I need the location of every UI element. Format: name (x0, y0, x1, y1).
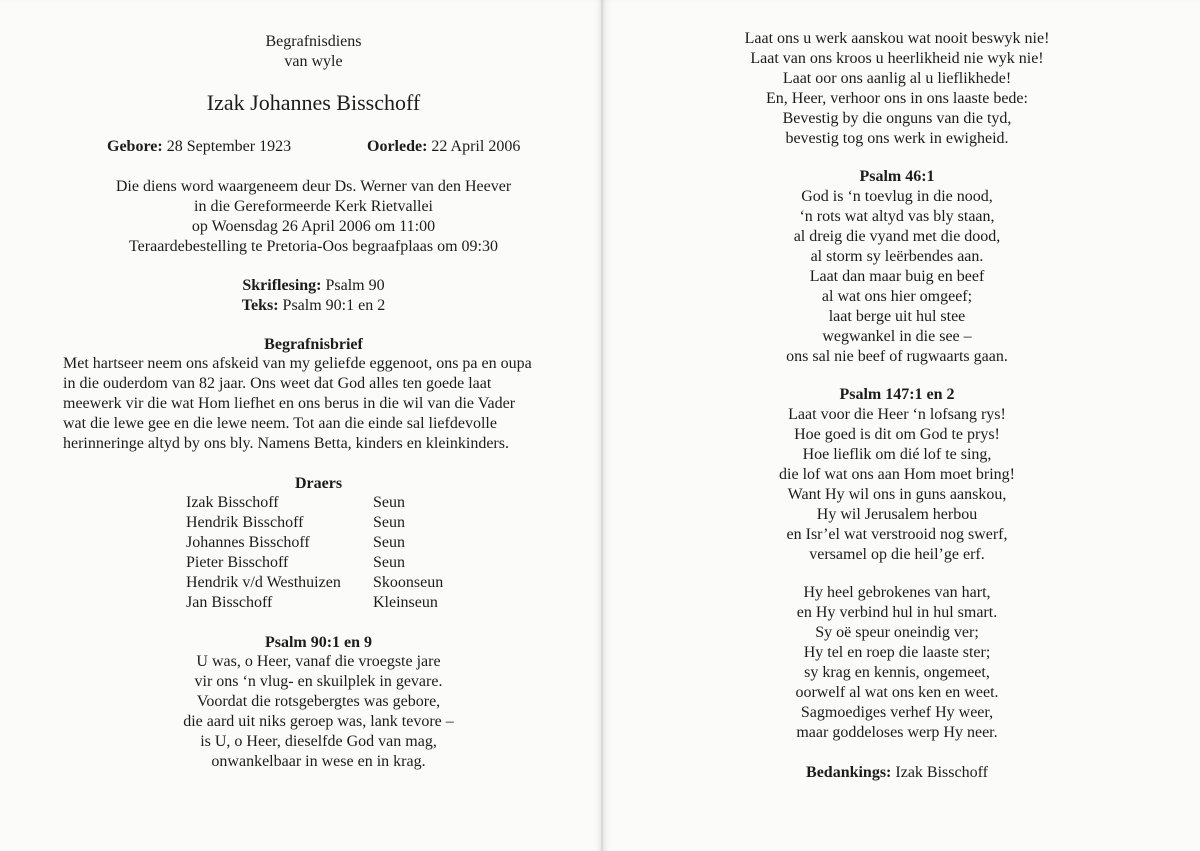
table-row (186, 533, 443, 553)
program-header (0, 32, 627, 72)
service-line: Die diens word waargeneem deur Ds. Werner van den Heever (115, 178, 512, 195)
deceased-name: Izak Johannes Bisschoff (206, 90, 421, 115)
psalm90-continued (603, 29, 1191, 149)
verse-line: bevestig tog ons werk in ewigheid. (785, 130, 1009, 147)
thanks-value: Izak Bisschoff (895, 764, 988, 781)
table-row (186, 553, 443, 573)
verse-line: Hy tel en roep die laaste ster; (803, 644, 991, 661)
funeral-letter (63, 354, 575, 454)
psalm147-verse-1 (603, 405, 1191, 565)
died-date: 22 April 2006 (431, 138, 521, 155)
verse-line: Laat ons u werk aanskou wat nooit beswyk nie! (744, 30, 1050, 47)
acknowledgements (603, 763, 1191, 783)
bearer-name: Izak Bisschoff (186, 494, 279, 511)
bearer-name: Hendrik v/d Westhuizen (186, 574, 341, 591)
letter-line: Met hartseer neem ons afskeid van my geliefde eggenoot, ons pa en oupa (63, 355, 532, 372)
scripture-info (0, 276, 627, 316)
reading-label: Skriflesing: (242, 277, 322, 294)
psalm46-verse (603, 187, 1191, 367)
verse-line: Hy heel gebrokenes van hart, (803, 584, 991, 601)
reading-value: Psalm 90 (325, 277, 385, 294)
verse-line: sy krag en kennis, ongemeet, (804, 664, 990, 681)
verse-line: Voordat die rotsgebergtes was gebore, (196, 693, 441, 710)
table-row (186, 513, 443, 533)
text-label: Teks: (241, 297, 279, 314)
verse-line: Laat dan maar buig en beef (809, 268, 985, 285)
bearer-relation: Seun (373, 494, 405, 511)
header-line-1: Begrafnisdiens (265, 33, 362, 50)
service-line: op Woensdag 26 April 2006 om 11:00 (191, 218, 436, 235)
verse-line: Bevestig by die onguns van die tyd, (782, 110, 1012, 127)
verse-line: laat berge uit hul stee (828, 308, 966, 325)
table-row (186, 493, 443, 513)
verse-line: Sy oë speur oneindig ver; (815, 624, 979, 641)
verse-line: Laat oor ons aanlig al u lieflikhede! (782, 70, 1012, 87)
bearer-relation: Skoonseun (373, 574, 444, 591)
verse-line: onwankelbaar in wese en in krag. (211, 753, 426, 770)
bearer-name: Pieter Bisschoff (186, 554, 289, 571)
born-field (107, 138, 291, 155)
bearer-name: Hendrik Bisschoff (186, 514, 304, 531)
service-line: in die Gereformeerde Kerk Rietvallei (194, 198, 433, 215)
letter-line: wat die lewe gee en die lewe neem. Tot aan die einde sal liefdevolle (63, 415, 497, 432)
verse-line: U was, o Heer, vanaf die vroegste jare (196, 653, 441, 670)
verse-line: vir ons ‘n vlug- en skuilplek in gevare. (194, 673, 443, 690)
verse-line: en Hy verbind hul in hul smart. (796, 604, 998, 621)
bearers-title: Draers (294, 475, 343, 492)
table-row (186, 573, 443, 593)
letter-line: in die ouderdom van 82 jaar. Ons weet dat God alles ten goede laat (63, 375, 492, 392)
thanks-label: Bedankings: (806, 764, 892, 781)
verse-line: die lof wat ons aan Hom moet bring! (779, 466, 1015, 483)
table-row (186, 593, 443, 613)
bearer-relation: Seun (373, 554, 405, 571)
verse-line: En, Heer, verhoor ons in ons laaste bede: (766, 90, 1028, 107)
psalm46-title: Psalm 46:1 (859, 168, 935, 185)
verse-line: Want Hy wil ons in guns aanskou, (787, 486, 1007, 503)
verse-line: oorwelf al wat ons ken en weet. (795, 684, 999, 701)
bearer-relation: Seun (373, 514, 405, 531)
died-field (367, 137, 520, 157)
verse-line: Hy wil Jerusalem herbou (816, 506, 978, 523)
verse-line: al storm sy leërbendes aan. (810, 248, 984, 265)
verse-line: die aard uit niks geroep was, lank tevore – (183, 713, 454, 730)
verse-line: Hoe goed is dit om God te prys! (794, 426, 1000, 443)
sermon-text (0, 296, 627, 316)
service-details (0, 177, 627, 257)
psalm90-verse (0, 652, 637, 772)
verse-line: Laat van ons kroos u heerlikheid nie wyk nie! (750, 50, 1044, 67)
verse-line: wegwankel in die see – (822, 328, 972, 345)
bearer-name: Johannes Bisschoff (186, 534, 310, 551)
verse-line: al wat ons hier omgeef; (821, 288, 973, 305)
verse-line: ons sal nie beef of rugwaarts gaan. (786, 348, 1008, 365)
letter-line: herinneringe altyd by ons bly. Namens Betta, kinders en kleinkinders. (63, 435, 509, 452)
died-label: Oorlede: (367, 138, 428, 155)
verse-line: Sagmoediges verhef Hy weer, (800, 704, 994, 721)
verse-line: God is ‘n toevlug in die nood, (801, 188, 993, 205)
verse-line: is U, o Heer, dieselfde God van mag, (200, 733, 437, 750)
text-value: Psalm 90:1 en 2 (282, 297, 386, 314)
bearers-list (186, 493, 443, 613)
bearer-relation: Kleinseun (373, 594, 438, 611)
psalm147-title: Psalm 147:1 en 2 (839, 386, 955, 403)
verse-line: Laat voor die Heer ‘n lofsang rys! (788, 406, 1006, 423)
psalm90-title: Psalm 90:1 en 9 (264, 634, 373, 651)
bearer-relation: Seun (373, 534, 405, 551)
verse-line: en Isr’el wat verstrooid nog swerf, (786, 526, 1008, 543)
verse-line: ‘n rots wat altyd vas bly staan, (799, 208, 995, 225)
letter-line: meewerk vir die wat Hom liefhet en ons berus in die wil van die Vader (63, 395, 516, 412)
verse-line: maar goddeloses werp Hy neer. (796, 724, 998, 741)
dates-row (107, 137, 577, 157)
scripture-reading (0, 276, 627, 296)
born-label: Gebore: (107, 138, 163, 155)
letter-title: Begrafnisbrief (264, 336, 363, 353)
verse-line: Hoe lieflik om dié lof te sing, (802, 446, 992, 463)
header-line-2: van wyle (284, 53, 343, 70)
right-page (603, 0, 1200, 851)
born-date: 28 September 1923 (166, 138, 292, 155)
bearer-name: Jan Bisschoff (186, 594, 273, 611)
verse-line: versamel op die heil’ge erf. (809, 546, 985, 563)
service-line: Teraardebestelling te Pretoria-Oos begraafplaas om 09:30 (129, 238, 498, 255)
psalm147-verse-2 (603, 583, 1191, 743)
verse-line: al dreig die vyand met die dood, (793, 228, 1001, 245)
